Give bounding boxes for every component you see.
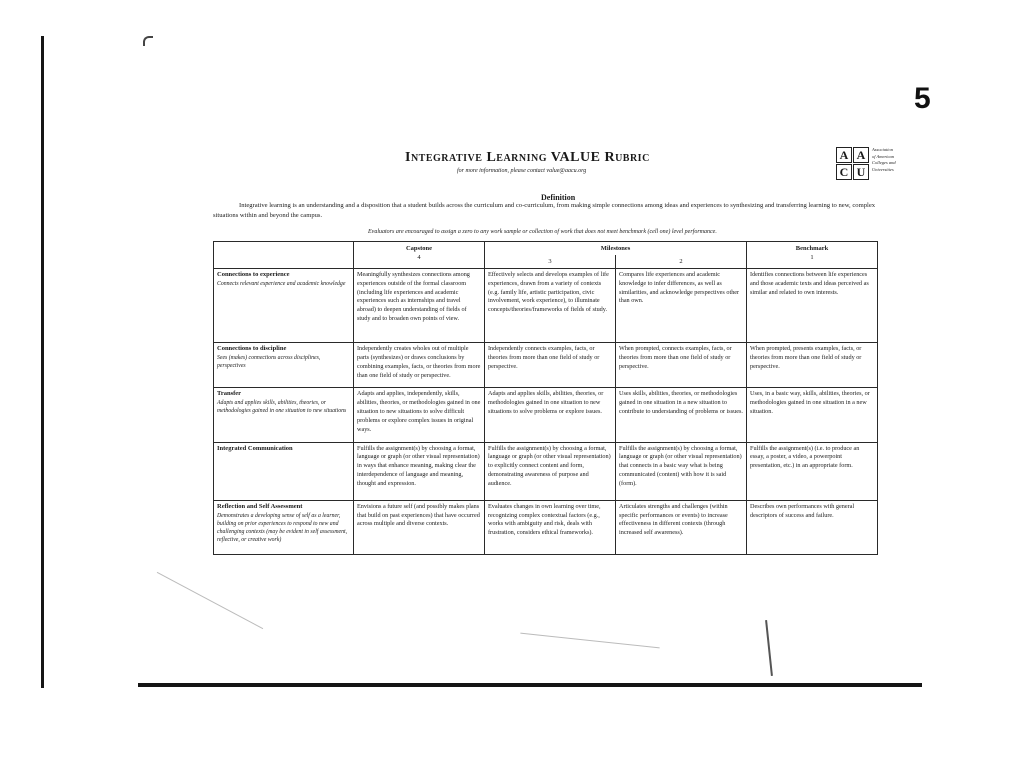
benchmark-header — [747, 242, 878, 269]
milestone-3-cell: Effectively selects and develops examples of life experiences, drawn from a variety of contexts (e.g. family life, artistic participation, civic involvement, work experience), to illuminate concepts/theories/frameworks of fields of study. — [485, 269, 616, 343]
criterion-name: Connections to experience — [217, 271, 290, 279]
milestone-2-header: 2 — [616, 255, 747, 269]
criterion-name: Reflection and Self Assessment — [217, 502, 303, 510]
criterion-description: Demonstrates a developing sense of self as a learner, building on prior experiences to respond to new and challenging contexts (may be evident in self assessment, reflective, or creative work) — [217, 512, 348, 543]
logo-text-line: Colleges and — [872, 160, 896, 165]
capstone-cell: Envisions a future self (and possibly makes plans that build on past experiences) that have occurred across multiple and diverse contexts. — [354, 500, 485, 554]
definition-text: Integrative learning is an understanding and a disposition that a student builds across the curriculum and co-curriculum, from making simple connections among ideas and experiences to synthesizing and transferring learning to new, complex situations within and beyond the campus. — [213, 202, 876, 219]
capstone-cell: Meaningfully synthesizes connections among experiences outside of the formal classroom (including life experiences and academic experiences such as internships and travel abroad) to deepen understanding of fields of study and to broaden own points of view. — [354, 269, 485, 343]
criterion-description: Connects relevant experience and academic knowledge — [217, 280, 346, 287]
milestone-2-cell: Articulates strengths and challenges (within specific performances or events) to increase effectiveness in different contexts (through increased self awareness). — [616, 500, 747, 554]
milestone-3-cell: Fulfills the assignment(s) by choosing a format, language or graph (or other visual representation) to explicitly connect content and form, demonstrating awareness of purpose and audience. — [485, 442, 616, 500]
benchmark-label: Benchmark — [795, 245, 829, 252]
scan-bottom-edge — [138, 683, 922, 687]
capstone-header — [354, 242, 485, 269]
benchmark-cell: When prompted, presents examples, facts, or theories from more than one field of study or perspective. — [747, 343, 878, 388]
milestone-3-cell: Adapts and applies skills, abilities, theories, or methodologies gained in one situation to new situations to solve problems or explore issues. — [485, 388, 616, 442]
logo-text-line: Association — [872, 147, 893, 152]
criterion-cell — [214, 343, 354, 388]
milestone-2-cell: Fulfills the assignment(s) by choosing a format, language or graph (or other visual representation) that connects in a basic way what is being communicated (content) with how it is said (form). — [616, 442, 747, 500]
capstone-label: Capstone — [405, 245, 432, 252]
hand-drawn-mark — [765, 620, 773, 676]
milestones-header: Milestones — [485, 242, 747, 256]
logo-text-line: of American — [872, 153, 895, 159]
milestone-3-cell: Independently connects examples, facts, or theories from more than one field of study or perspective. — [485, 343, 616, 388]
scan-noise-line — [157, 572, 263, 629]
page-corner-mark — [143, 36, 153, 46]
logo-letter-a1: A — [836, 147, 852, 163]
criterion-cell — [214, 500, 354, 554]
evaluator-note: Evaluators are encouraged to assign a zero to any work sample or collection of work that does not meet benchmark (cell one) level performance. — [368, 229, 717, 235]
capstone-cell: Independently creates wholes out of multiple parts (synthesizes) or draws conclusions by combining examples, facts, or theories from more than one field of study or perspective. — [354, 343, 485, 388]
criterion-description: Adapts and applies skills, abilities, theories, or methodologies gained in one situation to new situations — [217, 400, 347, 415]
logo-letter-c: C — [836, 164, 852, 180]
benchmark-cell: Describes own performances with general descriptors of success and failure. — [747, 500, 878, 554]
rubric-table — [213, 241, 878, 555]
logo-text — [872, 147, 906, 173]
definition-heading: Definition — [541, 193, 576, 202]
milestone-2-cell: Compares life experiences and academic knowledge to infer differences, as well as similarities, and acknowledge perspectives other than own. — [616, 269, 747, 343]
table-row — [214, 343, 878, 388]
document-title: Integrative Learning VALUE Rubric — [405, 150, 650, 165]
table-row — [214, 500, 878, 554]
benchmark-cell: Uses, in a basic way, skills, abilities, theories, or methodologies gained in one situation in a new situation. — [747, 388, 878, 442]
criterion-cell — [214, 442, 354, 500]
table-row — [214, 442, 878, 500]
scan-noise-line — [520, 633, 659, 649]
criteria-header — [214, 242, 354, 269]
benchmark-number: 1 — [810, 254, 814, 261]
milestone-3-header: 3 — [485, 255, 616, 269]
benchmark-cell: Fulfills the assignment(s) (i.e. to produce an essay, a poster, a video, a powerpoint presentation, etc.) in an appropriate form. — [747, 442, 878, 500]
logo-text-line: Universities — [872, 166, 894, 172]
table-row — [214, 388, 878, 442]
capstone-number: 4 — [417, 254, 421, 261]
capstone-cell: Fulfills the assignment(s) by choosing a format, language or graph (or other visual representation) in ways that enhance meaning, making clear the interdependence of language and meaning, thought and expression. — [354, 442, 485, 500]
table-row — [214, 269, 878, 343]
criterion-name: Transfer — [217, 390, 242, 398]
criterion-name: Connections to discipline — [217, 345, 287, 353]
logo-letter-a2: A — [853, 147, 869, 163]
milestone-2-cell: Uses skills, abilities, theories, or methodologies gained in one situation in a new situation to contribute to understanding of problems or issues. — [616, 388, 747, 442]
aacu-logo — [836, 147, 904, 179]
criterion-name: Integrated Communication — [217, 444, 293, 452]
milestone-2-cell: When prompted, connects examples, facts, or theories from more than one field of study or perspective. — [616, 343, 747, 388]
header-row — [214, 242, 878, 256]
milestone-3-cell: Evaluates changes in own learning over time, recognizing complex contextual factors (e.g., works with ambiguity and risk, deals with frustration, considers ethical frameworks). — [485, 500, 616, 554]
corner-glyph: 5 — [914, 82, 931, 115]
document-subtitle: for more information, please contact value@aacu.org — [457, 168, 587, 174]
logo-letter-u: U — [853, 164, 869, 180]
benchmark-cell: Identifies connections between life experiences and those academic texts and ideas perceived as similar and related to own interests. — [747, 269, 878, 343]
criterion-description: Sees (makes) connections across disciplines, perspectives — [217, 355, 321, 370]
criterion-cell — [214, 269, 354, 343]
capstone-cell: Adapts and applies, independently, skills, abilities, theories, or methodologies gained in one situation to new situations to solve difficult problems or explore complex issues in original ways. — [354, 388, 485, 442]
scan-left-edge — [41, 36, 44, 688]
criterion-cell — [214, 388, 354, 442]
